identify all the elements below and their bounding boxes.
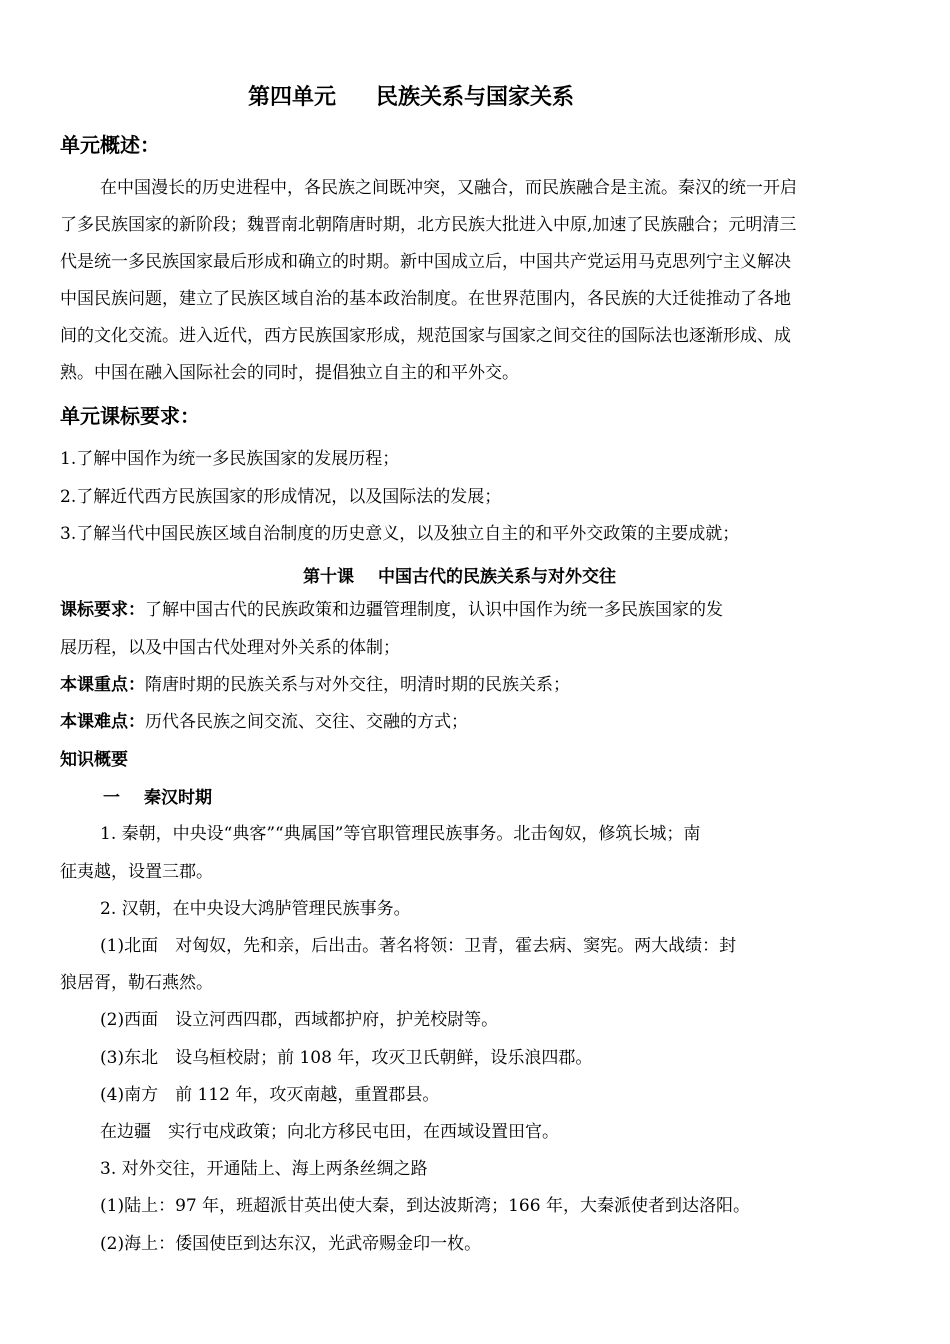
lesson-key-points bbox=[60, 673, 570, 697]
section-number: 一 bbox=[103, 788, 120, 808]
requirement-label: 课标要求： bbox=[60, 600, 145, 620]
body-line: 在边疆 实行屯戍政策；向北方移民屯田，在西域设置田官。 bbox=[100, 1122, 559, 1142]
key-text: 隋唐时期的民族关系与对外交往，明清时期的民族关系； bbox=[145, 675, 570, 695]
body-line: 1. 秦朝，中央设“典客”“典属国”等官职管理民族事务。北击匈奴，修筑长城；南 bbox=[100, 824, 701, 844]
body-line: 3. 对外交往，开通陆上、海上两条丝绸之路 bbox=[100, 1159, 428, 1179]
standard-item: 1.了解中国作为统一多民族国家的发展历程； bbox=[60, 449, 400, 469]
requirement-text: 了解中国古代的民族政策和边疆管理制度，认识中国作为统一多民族国家的发 bbox=[145, 600, 723, 620]
body-line: (3)东北 设乌桓校尉；前 108 年，攻灭卫氏朝鲜，设乐浪四郡。 bbox=[100, 1048, 593, 1068]
knowledge-overview-label: 知识概要 bbox=[60, 750, 128, 770]
overview-heading: 单元概述： bbox=[60, 133, 160, 157]
lesson-requirement bbox=[60, 598, 723, 622]
section-heading bbox=[103, 786, 212, 810]
body-line: (4)南方 前 112 年，攻灭南越，重置郡县。 bbox=[100, 1085, 440, 1105]
body-line: (2)西面 设立河西四郡，西域都护府，护羌校尉等。 bbox=[100, 1010, 499, 1030]
body-line: 征夷越，设置三郡。 bbox=[60, 862, 213, 882]
body-line: 狼居胥，勒石燕然。 bbox=[60, 973, 213, 993]
lesson-title bbox=[303, 562, 616, 587]
body-line: (1)北面 对匈奴，先和亲，后出击。著名将领：卫青，霍去病、窦宪。两大战绩：封 bbox=[100, 936, 737, 956]
unit-number: 第四单元 bbox=[248, 85, 337, 110]
body-line: (2)海上：倭国使臣到达东汉，光武帝赐金印一枚。 bbox=[100, 1234, 482, 1254]
overview-line: 代是统一多民族国家最后形成和确立的时期。新中国成立后，中国共产党运用马克思列宁主义解决 bbox=[60, 252, 791, 272]
body-line: 2. 汉朝，在中央设大鸿胪管理民族事务。 bbox=[100, 899, 411, 919]
overview-line: 间的文化交流。进入近代，西方民族国家形成，规范国家与国家之间交往的国际法也逐渐形成、成 bbox=[60, 326, 791, 346]
lesson-difficulties bbox=[60, 710, 468, 734]
body-line: (1)陆上：97 年，班超派甘英出使大秦，到达波斯湾；166 年，大秦派使者到达洛阳。 bbox=[100, 1196, 750, 1216]
overview-line: 中国民族问题，建立了民族区域自治的基本政治制度。在世界范围内，各民族的大迁徙推动了各地 bbox=[60, 289, 791, 309]
key-label: 本课重点： bbox=[60, 675, 145, 695]
unit-title bbox=[248, 80, 574, 111]
section-title: 秦汉时期 bbox=[144, 788, 212, 808]
standard-item: 2.了解近代西方民族国家的形成情况，以及国际法的发展； bbox=[60, 487, 502, 507]
unit-name: 民族关系与国家关系 bbox=[376, 85, 575, 110]
requirement-text-cont: 展历程，以及中国古代处理对外关系的体制； bbox=[60, 638, 400, 658]
standards-heading: 单元课标要求： bbox=[60, 404, 200, 428]
overview-line: 了多民族国家的新阶段；魏晋南北朝隋唐时期，北方民族大批进入中原,加速了民族融合；元明清三 bbox=[60, 215, 797, 235]
difficulty-label: 本课难点： bbox=[60, 712, 145, 732]
overview-line: 熟。中国在融入国际社会的同时，提倡独立自主的和平外交。 bbox=[60, 363, 519, 383]
standard-item: 3.了解当代中国民族区域自治制度的历史意义，以及独立自主的和平外交政策的主要成就； bbox=[60, 524, 740, 544]
lesson-name: 中国古代的民族关系与对外交往 bbox=[378, 567, 616, 587]
lesson-number: 第十课 bbox=[303, 567, 354, 587]
overview-line: 在中国漫长的历史进程中，各民族之间既冲突，又融合，而民族融合是主流。秦汉的统一开启 bbox=[100, 178, 797, 198]
difficulty-text: 历代各民族之间交流、交往、交融的方式； bbox=[145, 712, 468, 732]
